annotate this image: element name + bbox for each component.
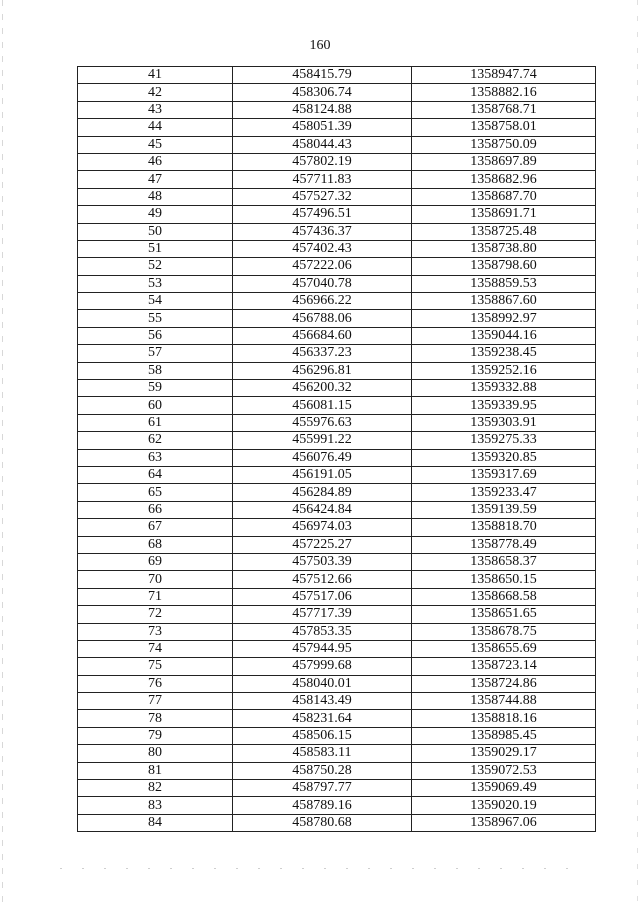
y-coordinate-cell: 1359233.47 [412,484,596,501]
y-coordinate-cell: 1358768.71 [412,101,596,118]
y-coordinate-cell: 1358798.60 [412,258,596,275]
y-coordinate-cell: 1358867.60 [412,293,596,310]
x-coordinate-cell: 457040.78 [233,275,412,292]
table-row [78,484,596,501]
point-number-cell: 41 [78,67,233,84]
x-coordinate-cell: 457512.66 [233,571,412,588]
y-coordinate-cell: 1359252.16 [412,362,596,379]
y-coordinate-cell: 1358818.16 [412,710,596,727]
point-number-cell: 77 [78,693,233,710]
scan-noise-bottom [60,868,580,869]
y-coordinate-cell: 1358992.97 [412,310,596,327]
point-number-cell: 42 [78,84,233,101]
table-row [78,119,596,136]
point-number-cell: 59 [78,380,233,397]
table-row [78,67,596,84]
point-number-cell: 69 [78,553,233,570]
x-coordinate-cell: 457853.35 [233,623,412,640]
x-coordinate-cell: 457225.27 [233,536,412,553]
table-row [78,466,596,483]
y-coordinate-cell: 1358882.16 [412,84,596,101]
x-coordinate-cell: 456081.15 [233,397,412,414]
point-number-cell: 53 [78,275,233,292]
y-coordinate-cell: 1358691.71 [412,206,596,223]
point-number-cell: 73 [78,623,233,640]
x-coordinate-cell: 456788.06 [233,310,412,327]
point-number-cell: 65 [78,484,233,501]
table-row [78,153,596,170]
scan-edge-left [2,0,3,905]
y-coordinate-cell: 1358658.37 [412,553,596,570]
table-row [78,501,596,518]
table-row [78,310,596,327]
point-number-cell: 67 [78,519,233,536]
x-coordinate-cell: 457717.39 [233,606,412,623]
x-coordinate-cell: 457402.43 [233,240,412,257]
y-coordinate-cell: 1358967.06 [412,814,596,831]
y-coordinate-cell: 1359303.91 [412,414,596,431]
x-coordinate-cell: 458306.74 [233,84,412,101]
y-coordinate-cell: 1359320.85 [412,449,596,466]
x-coordinate-cell: 458415.79 [233,67,412,84]
point-number-cell: 84 [78,814,233,831]
y-coordinate-cell: 1358947.74 [412,67,596,84]
point-number-cell: 46 [78,153,233,170]
table-row [78,658,596,675]
table-row [78,223,596,240]
x-coordinate-cell: 457711.83 [233,171,412,188]
table-row [78,519,596,536]
point-number-cell: 70 [78,571,233,588]
table-row [78,432,596,449]
x-coordinate-cell: 458040.01 [233,675,412,692]
point-number-cell: 56 [78,327,233,344]
x-coordinate-cell: 458143.49 [233,693,412,710]
x-coordinate-cell: 457222.06 [233,258,412,275]
y-coordinate-cell: 1358818.70 [412,519,596,536]
table-row [78,553,596,570]
point-number-cell: 80 [78,745,233,762]
table-row [78,206,596,223]
x-coordinate-cell: 458583.11 [233,745,412,762]
x-coordinate-cell: 457944.95 [233,640,412,657]
point-number-cell: 83 [78,797,233,814]
point-number-cell: 64 [78,466,233,483]
point-number-cell: 74 [78,640,233,657]
y-coordinate-cell: 1359020.19 [412,797,596,814]
table-row [78,188,596,205]
table-row [78,275,596,292]
x-coordinate-cell: 458797.77 [233,780,412,797]
y-coordinate-cell: 1359317.69 [412,466,596,483]
x-coordinate-cell: 455976.63 [233,414,412,431]
x-coordinate-cell: 457436.37 [233,223,412,240]
x-coordinate-cell: 457527.32 [233,188,412,205]
coordinates-table [77,66,596,832]
point-number-cell: 61 [78,414,233,431]
x-coordinate-cell: 458750.28 [233,762,412,779]
table-row [78,397,596,414]
y-coordinate-cell: 1358724.86 [412,675,596,692]
table-row [78,762,596,779]
y-coordinate-cell: 1358668.58 [412,588,596,605]
table-row [78,536,596,553]
point-number-cell: 63 [78,449,233,466]
point-number-cell: 68 [78,536,233,553]
x-coordinate-cell: 457496.51 [233,206,412,223]
x-coordinate-cell: 458124.88 [233,101,412,118]
y-coordinate-cell: 1359339.95 [412,397,596,414]
point-number-cell: 43 [78,101,233,118]
table-row [78,571,596,588]
x-coordinate-cell: 455991.22 [233,432,412,449]
y-coordinate-cell: 1358678.75 [412,623,596,640]
point-number-cell: 72 [78,606,233,623]
x-coordinate-cell: 456296.81 [233,362,412,379]
x-coordinate-cell: 456684.60 [233,327,412,344]
point-number-cell: 54 [78,293,233,310]
x-coordinate-cell: 458231.64 [233,710,412,727]
x-coordinate-cell: 456974.03 [233,519,412,536]
y-coordinate-cell: 1359332.88 [412,380,596,397]
point-number-cell: 60 [78,397,233,414]
point-number-cell: 76 [78,675,233,692]
table-row [78,814,596,831]
table-row [78,362,596,379]
point-number-cell: 50 [78,223,233,240]
table-row [78,727,596,744]
x-coordinate-cell: 456191.05 [233,466,412,483]
x-coordinate-cell: 456966.22 [233,293,412,310]
point-number-cell: 58 [78,362,233,379]
x-coordinate-cell: 457517.06 [233,588,412,605]
x-coordinate-cell: 456284.89 [233,484,412,501]
y-coordinate-cell: 1359029.17 [412,745,596,762]
y-coordinate-cell: 1359072.53 [412,762,596,779]
x-coordinate-cell: 457802.19 [233,153,412,170]
table-row [78,693,596,710]
y-coordinate-cell: 1358758.01 [412,119,596,136]
x-coordinate-cell: 457503.39 [233,553,412,570]
point-number-cell: 82 [78,780,233,797]
point-number-cell: 45 [78,136,233,153]
y-coordinate-cell: 1358651.65 [412,606,596,623]
x-coordinate-cell: 458506.15 [233,727,412,744]
table-row [78,745,596,762]
y-coordinate-cell: 1358778.49 [412,536,596,553]
table-row [78,675,596,692]
scan-edge-right [637,0,638,905]
y-coordinate-cell: 1358744.88 [412,693,596,710]
point-number-cell: 71 [78,588,233,605]
y-coordinate-cell: 1359044.16 [412,327,596,344]
y-coordinate-cell: 1358723.14 [412,658,596,675]
point-number-cell: 51 [78,240,233,257]
x-coordinate-cell: 458789.16 [233,797,412,814]
table-row [78,101,596,118]
table-row [78,606,596,623]
x-coordinate-cell: 456200.32 [233,380,412,397]
table-row [78,623,596,640]
point-number-cell: 62 [78,432,233,449]
y-coordinate-cell: 1359238.45 [412,345,596,362]
y-coordinate-cell: 1359275.33 [412,432,596,449]
y-coordinate-cell: 1358682.96 [412,171,596,188]
y-coordinate-cell: 1358650.15 [412,571,596,588]
table-row [78,449,596,466]
table-row [78,136,596,153]
point-number-cell: 52 [78,258,233,275]
table-row [78,414,596,431]
table-row [78,780,596,797]
table-row [78,240,596,257]
x-coordinate-cell: 458780.68 [233,814,412,831]
coordinates-table-body [78,67,596,832]
x-coordinate-cell: 456424.84 [233,501,412,518]
point-number-cell: 48 [78,188,233,205]
point-number-cell: 57 [78,345,233,362]
point-number-cell: 78 [78,710,233,727]
x-coordinate-cell: 456337.23 [233,345,412,362]
y-coordinate-cell: 1358687.70 [412,188,596,205]
table-row [78,258,596,275]
y-coordinate-cell: 1358738.80 [412,240,596,257]
x-coordinate-cell: 457999.68 [233,658,412,675]
point-number-cell: 55 [78,310,233,327]
x-coordinate-cell: 458051.39 [233,119,412,136]
table-row [78,293,596,310]
x-coordinate-cell: 456076.49 [233,449,412,466]
y-coordinate-cell: 1358655.69 [412,640,596,657]
table-row [78,797,596,814]
y-coordinate-cell: 1358859.53 [412,275,596,292]
y-coordinate-cell: 1358985.45 [412,727,596,744]
y-coordinate-cell: 1358697.89 [412,153,596,170]
point-number-cell: 75 [78,658,233,675]
table-row [78,327,596,344]
page-number: 160 [309,38,331,53]
y-coordinate-cell: 1358750.09 [412,136,596,153]
y-coordinate-cell: 1358725.48 [412,223,596,240]
point-number-cell: 49 [78,206,233,223]
point-number-cell: 44 [78,119,233,136]
table-row [78,345,596,362]
table-row [78,380,596,397]
table-row [78,640,596,657]
point-number-cell: 81 [78,762,233,779]
point-number-cell: 79 [78,727,233,744]
point-number-cell: 66 [78,501,233,518]
point-number-cell: 47 [78,171,233,188]
x-coordinate-cell: 458044.43 [233,136,412,153]
table-row [78,84,596,101]
table-row [78,588,596,605]
y-coordinate-cell: 1359069.49 [412,780,596,797]
table-row [78,171,596,188]
y-coordinate-cell: 1359139.59 [412,501,596,518]
table-row [78,710,596,727]
